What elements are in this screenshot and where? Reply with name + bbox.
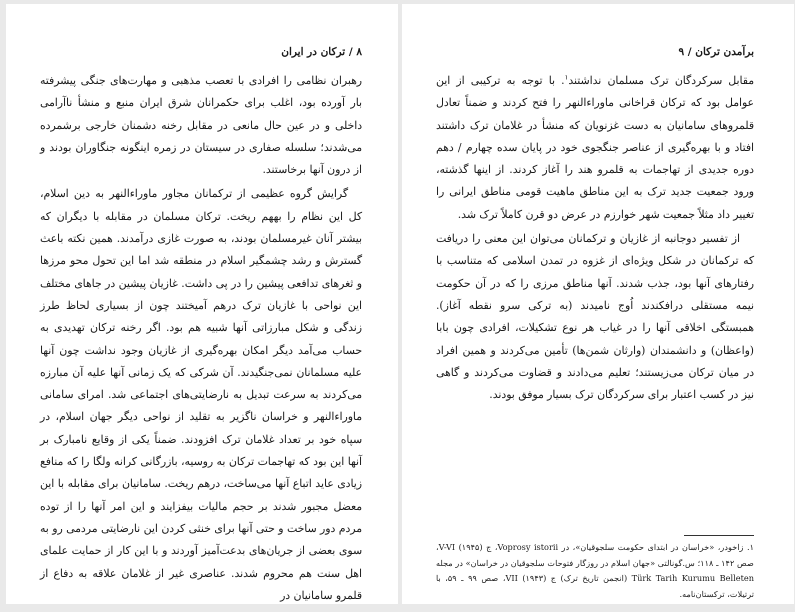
running-head-left: ۸ / ترکان در ایران (281, 46, 362, 58)
left-page (6, 4, 398, 604)
right-paragraph-1-rest: . با توجه به ترکیبی از این عوامل بود که ترکان قراخانی ماوراءالنهر را فتح کردند و ضمناً تعادل قلمروهای سامانیان به دست غزنویان که منشأ در غلامان ترک داشتند افتاد و با بهره‌گیری از عناصر جنگجوی خود در پایان سده چهارم / دهم دوره جدیدی از تهاجمات به قلمرو هند را آغاز کردند. از اینها گذشته، ورود جمعیت جدید ترک به این مناطق ماهیت قومی مناطق ایرانی را تغییر داد مثلاً جمعیت شهر خوارزم در عرض دو قرن کاملاً ترک شد. (436, 74, 754, 221)
left-page-body (40, 70, 362, 604)
footnote-marker: ۱ (564, 73, 569, 82)
running-head-right: برآمدن ترکان / ۹ (678, 46, 754, 58)
right-paragraph-1 (436, 70, 754, 226)
right-paragraph-1-start: مقابل سرکردگان ترک مسلمان نداشتند (568, 74, 754, 87)
right-page (402, 4, 794, 604)
right-paragraph-2: از تفسیر دوجانبه از غازیان و ترکمانان می‌توان این معنی را دریافت که ترکمانان در شکل ویژه‌ای از غزوه در تمدن اسلامی که متناسب با رفتارهای آنها بود، جذب شدند. آنها مناطق مرزی را که در آن حکومت نیمه مستقلی درافکندند اُوج نامیدند (به ترکی سرو نقطه آغاز). همبستگی اخلاقی آنها را در غیاب هر نوع تشکیلات، افرادی چون بابا (واعظان) و دانشمندان (وارثان شمن‌ها) تأمین می‌کردند و همین افراد در میان ترکان می‌زیستند؛ تعلیم می‌دادند و قضاوت می‌کردند و گاهی نیز در کسب اعتبار برای سرکردگان ترک بسیار موفق بودند. (436, 232, 754, 402)
footnote-divider (684, 535, 754, 536)
right-page-body (436, 70, 754, 406)
left-paragraph-1: رهبران نظامی را افرادی با تعصب مذهبی و مهارت‌های جنگی پیشرفته بار آورده بود، اغلب برای حکمرانان شرق ایران منبع و منشأ ناآرامی داخلی و در عین حال مانعی در مقابل رخنه دشمنان خارجی برشمرده می‌شدند؛ سلسله صفاری در سیستان در زمره اینگونه جنگاوران بودند و از درون آنها برخاستند. (40, 74, 362, 177)
left-paragraph-2: گرایش گروه عظیمی از ترکمانان مجاور ماوراءالنهر به دین اسلام، کل این نظام را بههم ریخت. ترکان مسلمان در مقابله با دیگران که بیشتر آنان غیرمسلمان بودند، به صورت غازی درآمدند. همین نکته باعث گسترش و رشد چشمگیر اسلام در منطقه شد اما این تحول محو مرزها و ثغرهای تدافعی پیشین را در پی داشت. غازیان پیشین در جاهای مختلف این نواحی با غازیان ترک درهم آمیختند چون از بسیاری لحاظ طرز زندگی و شکل مبارزاتی آنها شبیه هم بود. اگر رخنه ترکان تهدیدی به حساب می‌آمد دیگر امکان بهره‌گیری از غازیان وجود نداشت چون آنها علیه مسلمانان نمی‌جنگیدند. آن شرکی که یک زمانی آنها علیه آن مبارزه می‌کردند به سرعت تبدیل به نارضایتی‌های اجتماعی شد. امرای سامانی ماوراءالنهر و خراسان ناگزیر به تقلید از نواحی دیگر جهان اسلام، در سپاه خود بر تعداد غلامان ترک افزودند. ضمناً یکی از وقایع نامبارک بر آنها این بود که تهاجمات ترکان به روسیه، بازرگانی کرانه ولگا را که منافع زیادی عاید اتباع آنها می‌ساخت، درهم ریخت. سامانیان برای مقابله با این معضل مجبور شدند بر حجم مالیات بیفزایند و این امر آنها را از توده مردم دور ساخت و حتی آنها برای خنثی کردن این نارضایتی مردمی رو به سوی بعضی از جریان‌های بدعت‌آمیز آوردند و با این کار از حمایت علمای اهل سنت هم محروم شدند. عناصری غیر از غلامان علاقه به دفاع از قلمرو سامانیان در (40, 187, 362, 602)
footnotes (436, 540, 754, 602)
footnote-1: ۱. زاخودر، «خراسان در ابتدای حکومت سلجوقیان»، در Voprosy istorii، ج V-VI (۱۹۴۵)، صص ۱۴۲ ـ ۱۱۸؛ س.گونالتی «جهان اسلام در روزگار فتوحات سلجوقیان در خراسان» در مجله Türk Tarih Kurumu Belleten (انجمن تاریخ ترک) ج VII (۱۹۴۳)، صص ۹۹ ـ ۵۹، با ترتیلات، ترکستان‌نامه. (436, 542, 754, 599)
